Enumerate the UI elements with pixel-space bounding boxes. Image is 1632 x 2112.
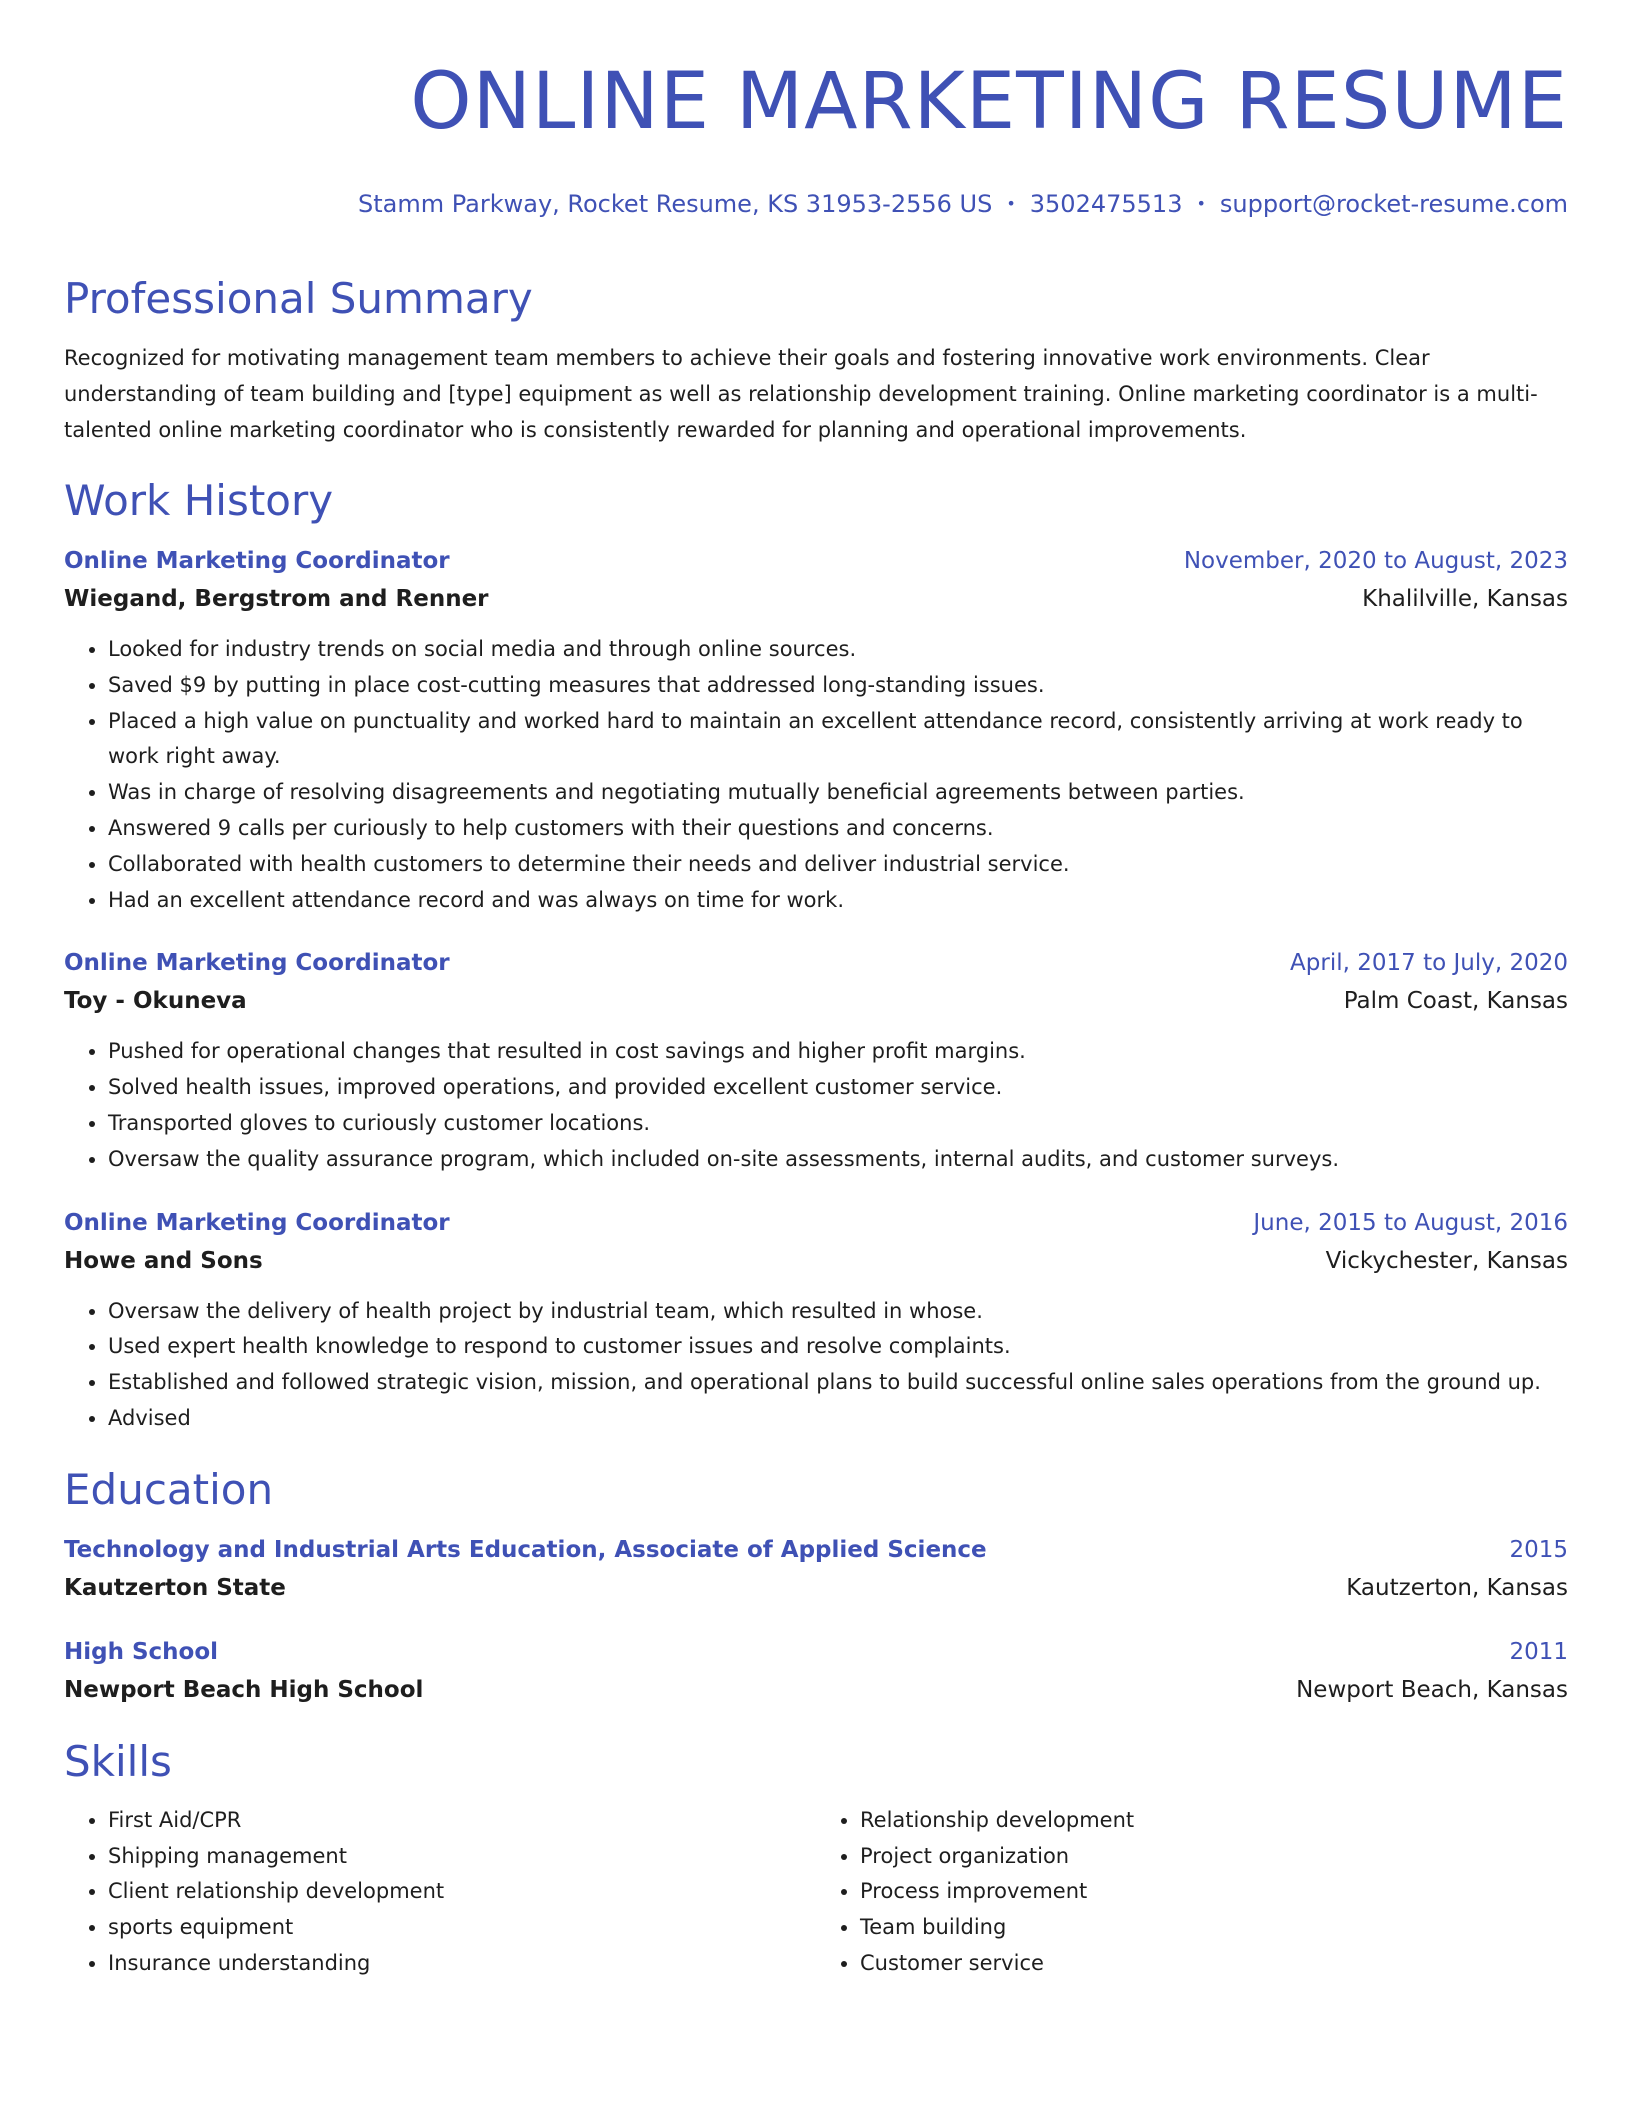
contact-address: Stamm Parkway, Rocket Resume, KS 31953-2556 US bbox=[358, 190, 993, 218]
job-bullets bbox=[64, 1034, 1568, 1177]
education-entry bbox=[64, 1531, 1568, 1607]
contact-separator: • bbox=[1196, 194, 1206, 213]
job-dates: June, 2015 to August, 2016 bbox=[1253, 1209, 1568, 1236]
job-bullet: • Used expert health knowledge to respond to customer issues and resolve complaints. bbox=[108, 1329, 1568, 1365]
resume-title: ONLINE MARKETING RESUME bbox=[410, 57, 1568, 147]
education-school: Newport Beach High School bbox=[64, 1676, 424, 1703]
education-degree: High School bbox=[64, 1638, 219, 1665]
job-bullet: • Saved $9 by putting in place cost-cutting measures that addressed long-standing issues. bbox=[108, 668, 1568, 704]
education-degree: Technology and Industrial Arts Education, Associate of Applied Science bbox=[64, 1536, 987, 1563]
job-bullet: • Advised bbox=[108, 1401, 1568, 1437]
job-location: Vickychester, Kansas bbox=[1325, 1247, 1568, 1274]
section-heading-education: Education bbox=[64, 1464, 274, 1514]
education-location: Kautzerton, Kansas bbox=[1346, 1574, 1568, 1601]
job-title: Online Marketing Coordinator bbox=[64, 548, 450, 574]
job-location: Khalilville, Kansas bbox=[1362, 586, 1568, 612]
skill-item: • Relationship development bbox=[860, 1803, 1568, 1839]
skill-item: • Process improvement bbox=[860, 1874, 1568, 1910]
skills-list-left bbox=[64, 1803, 816, 1982]
job-dates: April, 2017 to July, 2020 bbox=[1290, 950, 1568, 977]
summary-section bbox=[64, 272, 1568, 448]
job-company: Howe and Sons bbox=[64, 1247, 263, 1274]
skill-item: • First Aid/CPR bbox=[108, 1803, 816, 1839]
job-bullet: • Was in charge of resolving disagreements and negotiating mutually beneficial agreements between parties. bbox=[108, 775, 1568, 811]
education-year: 2015 bbox=[1509, 1536, 1568, 1563]
summary-text: Recognized for motivating management team members to achieve their goals and fostering innovative work environments. Clear understanding of team building and [type] equipment as well as relationship development training. Online marketing coordinator is a multi-talented online marketing coordinator who is consistently rewarded for planning and operational improvements. bbox=[64, 346, 1538, 442]
skill-item: • Shipping management bbox=[108, 1839, 816, 1875]
skill-item: • sports equipment bbox=[108, 1910, 816, 1946]
job-company: Wiegand, Bergstrom and Renner bbox=[64, 586, 489, 612]
job-bullet: • Collaborated with health customers to determine their needs and deliver industrial service. bbox=[108, 847, 1568, 883]
job-entry bbox=[64, 542, 1568, 918]
job-dates: November, 2020 to August, 2023 bbox=[1183, 548, 1568, 574]
job-bullet: • Answered 9 calls per curiously to help customers with their questions and concerns. bbox=[108, 811, 1568, 847]
skill-item: • Client relationship development bbox=[108, 1874, 816, 1910]
education-school: Kautzerton State bbox=[64, 1574, 286, 1601]
job-bullet: • Oversaw the delivery of health project by industrial team, which resulted in whose. bbox=[108, 1294, 1568, 1330]
job-bullet: • Solved health issues, improved operations, and provided excellent customer service. bbox=[108, 1070, 1568, 1106]
job-company: Toy - Okuneva bbox=[64, 988, 247, 1015]
skill-item: • Project organization bbox=[860, 1839, 1568, 1875]
job-bullet: • Placed a high value on punctuality and worked hard to maintain an excellent attendance record, consistently arriving at work ready to work right away. bbox=[108, 704, 1568, 776]
skills-columns bbox=[64, 1803, 1568, 1982]
contact-phone: 3502475513 bbox=[1029, 190, 1183, 218]
skill-item: • Insurance understanding bbox=[108, 1946, 816, 1982]
skill-item: • Team building bbox=[860, 1910, 1568, 1946]
education-location: Newport Beach, Kansas bbox=[1296, 1676, 1568, 1703]
work-history-section bbox=[64, 474, 1568, 1437]
education-year: 2011 bbox=[1509, 1638, 1568, 1665]
job-bullet: • Oversaw the quality assurance program, which included on-site assessments, internal audits, and customer surveys. bbox=[108, 1142, 1568, 1178]
section-heading-summary: Professional Summary bbox=[64, 274, 533, 323]
skills-section bbox=[64, 1735, 1568, 1982]
job-bullet: • Established and followed strategic vision, mission, and operational plans to build successful online sales operations from the ground up. bbox=[108, 1365, 1568, 1401]
job-title: Online Marketing Coordinator bbox=[64, 950, 450, 977]
skills-list-right bbox=[816, 1803, 1568, 1982]
education-entry bbox=[64, 1633, 1568, 1709]
job-title: Online Marketing Coordinator bbox=[64, 1209, 450, 1236]
job-entry bbox=[64, 1204, 1568, 1437]
education-section bbox=[64, 1463, 1568, 1709]
contact-separator: • bbox=[1006, 194, 1016, 213]
skill-item: • Customer service bbox=[860, 1946, 1568, 1982]
contact-email[interactable]: support@rocket-resume.com bbox=[1219, 190, 1568, 218]
job-location: Palm Coast, Kansas bbox=[1343, 988, 1568, 1015]
section-heading-skills: Skills bbox=[64, 1736, 172, 1786]
job-bullets bbox=[64, 632, 1568, 918]
job-bullet: • Transported gloves to curiously customer locations. bbox=[108, 1106, 1568, 1142]
job-bullets bbox=[64, 1294, 1568, 1437]
contact-line bbox=[64, 188, 1568, 220]
section-heading-work-history: Work History bbox=[64, 476, 334, 525]
job-bullet: • Pushed for operational changes that resulted in cost savings and higher profit margins. bbox=[108, 1034, 1568, 1070]
job-entry bbox=[64, 944, 1568, 1177]
job-bullet: • Had an excellent attendance record and was always on time for work. bbox=[108, 883, 1568, 919]
job-bullet: • Looked for industry trends on social media and through online sources. bbox=[108, 632, 1568, 668]
